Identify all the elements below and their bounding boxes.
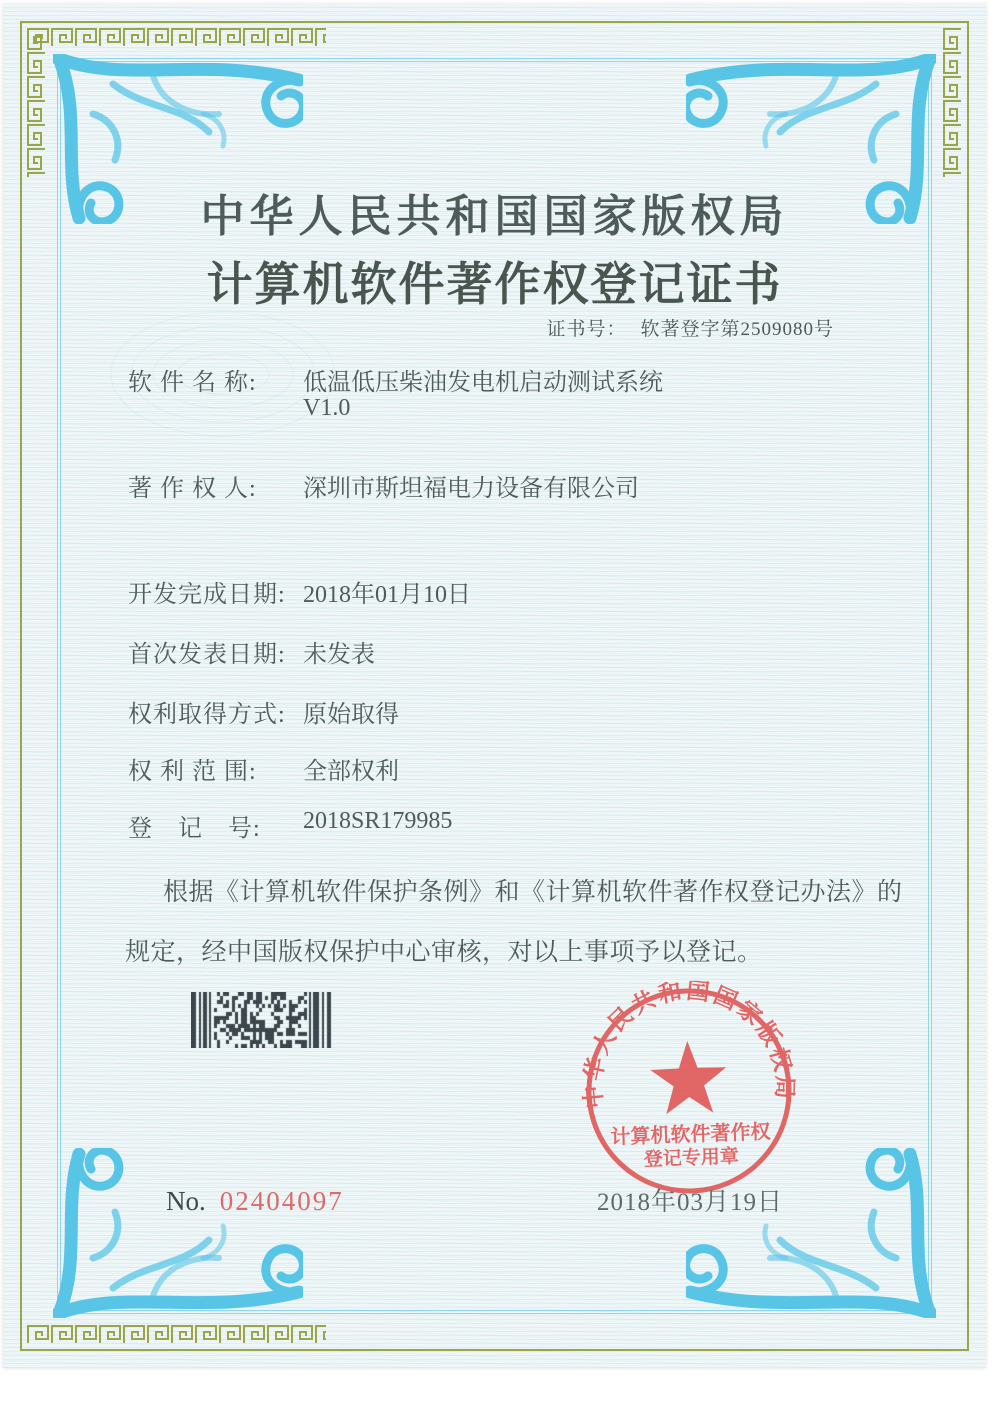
inner-blue-border (57, 58, 932, 1314)
statement-line-2: 规定，经中国版权保护中心审核，对以上事项予以登记。 (125, 939, 763, 966)
statement-line-1: 根据《计算机软件保护条例》和《计算机软件著作权登记办法》的 (163, 879, 903, 906)
field-value: 全部权利 (303, 759, 399, 785)
seal-star-icon (649, 1040, 727, 1115)
field-label: 软 件 名 称: (128, 370, 257, 396)
field-value: 原始取得 (303, 702, 399, 728)
serial-number: 02404097 (219, 1186, 344, 1216)
field-label: 首次发表日期: (128, 642, 286, 668)
field-value: 低温低压柴油发电机启动测试系统 (303, 370, 663, 396)
certificate-number-line (3, 314, 834, 341)
field-label: 登 记 号: (128, 816, 261, 842)
field-value: 深圳市斯坦福电力设备有限公司 (303, 476, 639, 502)
corner-flourish-bottom-left (53, 1148, 303, 1318)
serial-number-line (166, 1186, 344, 1217)
field-label: 著 作 权 人: (128, 476, 257, 502)
field-value: V1.0 (303, 395, 351, 421)
greek-key-border-left (26, 27, 47, 177)
seal-ring-text: 中华人民共和国国家版权局 (580, 977, 798, 1110)
field-value: 未发表 (303, 642, 375, 668)
barcode (191, 992, 333, 1048)
authority-title: 中华人民共和国国家版权局 (200, 192, 789, 241)
certificate-number-label: 证书号： (546, 319, 627, 340)
field-label: 权利取得方式: (128, 702, 286, 728)
field-label: 权 利 范 围: (128, 759, 257, 785)
serial-prefix: No. (166, 1186, 206, 1216)
greek-key-border-top (26, 27, 326, 48)
seal-date: 2018年03月19日 (597, 1189, 784, 1216)
greek-key-border-bottom (26, 1324, 326, 1345)
field-value: 2018年01月10日 (303, 582, 471, 608)
certificate-title: 计算机软件著作权登记证书 (206, 259, 783, 310)
certificate-paper (3, 4, 986, 1368)
field-label: 开发完成日期: (128, 582, 286, 608)
seal-line-1: 计算机软件著作权 (610, 1121, 771, 1149)
field-value: 2018SR179985 (303, 808, 453, 834)
official-seal (575, 977, 803, 1205)
seal-line-2: 登记专用章 (643, 1146, 740, 1171)
certificate-number-value: 软著登字第2509080号 (640, 319, 834, 340)
greek-key-border-right (942, 27, 963, 177)
